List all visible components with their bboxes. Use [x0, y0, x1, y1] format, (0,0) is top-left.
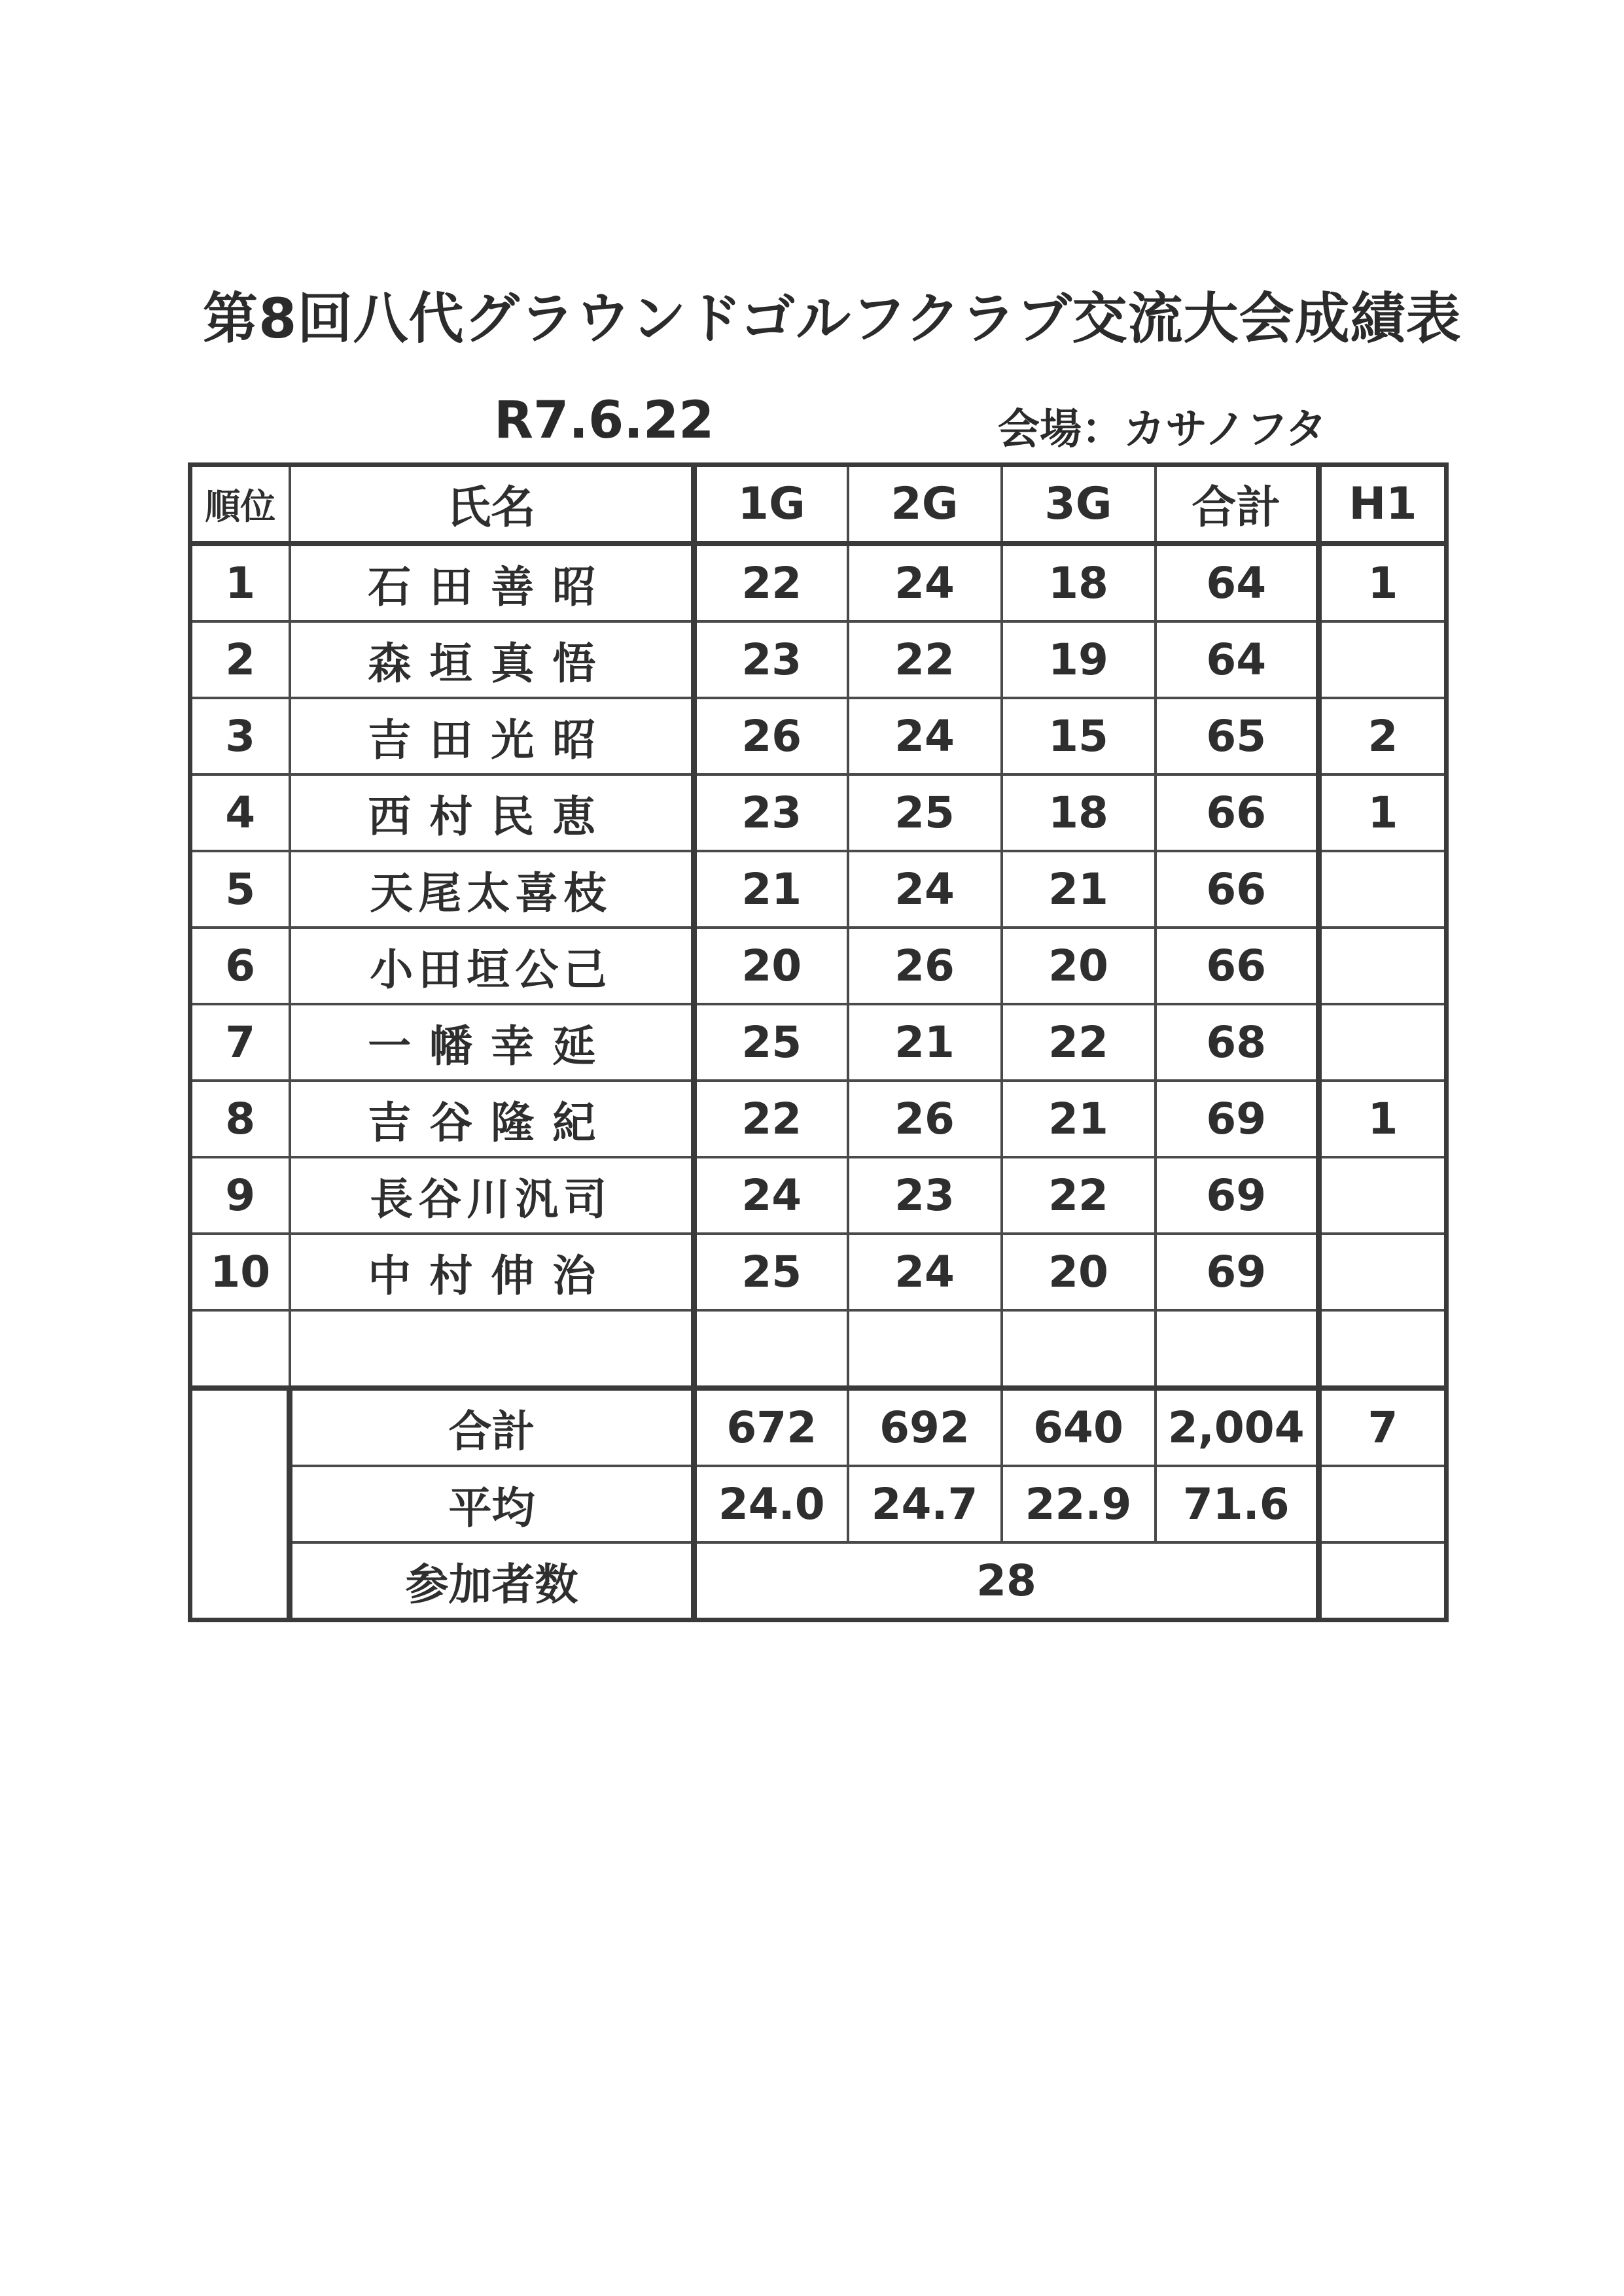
- table-row: [190, 698, 1447, 774]
- score-2g-cell: 23: [848, 1157, 1002, 1234]
- table-row: [190, 851, 1447, 928]
- results-table: [188, 462, 1449, 1622]
- score-1g-cell: 20: [694, 928, 848, 1004]
- score-3g-cell: 19: [1002, 621, 1156, 698]
- empty-cell: [290, 1310, 694, 1388]
- empty-cell: [694, 1310, 848, 1388]
- summary-total-3g: 640: [1002, 1388, 1156, 1466]
- rank-cell: 4: [190, 774, 290, 851]
- score-1g-cell: 22: [694, 1081, 848, 1157]
- score-1g-cell: 24: [694, 1157, 848, 1234]
- table-row: [190, 1004, 1447, 1081]
- rank-cell: 9: [190, 1157, 290, 1234]
- h1-cell: [1319, 1157, 1447, 1234]
- total-cell: 64: [1156, 621, 1319, 698]
- table-row: [190, 1081, 1447, 1157]
- summary-average-label: 平均: [290, 1466, 694, 1542]
- header-3g: 3G: [1002, 465, 1156, 544]
- score-3g-cell: 22: [1002, 1157, 1156, 1234]
- score-3g-cell: 18: [1002, 774, 1156, 851]
- score-2g-cell: 21: [848, 1004, 1002, 1081]
- h1-cell: 1: [1319, 1081, 1447, 1157]
- score-2g-cell: 26: [848, 928, 1002, 1004]
- empty-cell: [1319, 1310, 1447, 1388]
- header-rank: 順位: [190, 465, 290, 544]
- page-title: 第8回八代グラウンドゴルフクラブ交流大会成績表: [203, 287, 1462, 351]
- total-cell: 69: [1156, 1234, 1319, 1310]
- score-1g-cell: 22: [694, 544, 848, 621]
- name-cell: 小田垣公己: [290, 928, 694, 1004]
- score-2g-cell: 24: [848, 544, 1002, 621]
- rank-cell: 6: [190, 928, 290, 1004]
- summary-total-label: 合計: [290, 1388, 694, 1466]
- total-cell: 66: [1156, 928, 1319, 1004]
- summary-total-1g: 672: [694, 1388, 848, 1466]
- score-3g-cell: 21: [1002, 1081, 1156, 1157]
- header-name: 氏名: [290, 465, 694, 544]
- score-1g-cell: 26: [694, 698, 848, 774]
- header-total: 合計: [1156, 465, 1319, 544]
- h1-cell: [1319, 851, 1447, 928]
- score-3g-cell: 18: [1002, 544, 1156, 621]
- rank-cell: 5: [190, 851, 290, 928]
- empty-cell: [190, 1310, 290, 1388]
- name-cell: 石田善昭: [290, 544, 694, 621]
- rank-cell: 7: [190, 1004, 290, 1081]
- total-cell: 69: [1156, 1157, 1319, 1234]
- table-row: [190, 928, 1447, 1004]
- rank-cell: 10: [190, 1234, 290, 1310]
- summary-blank-cell: [190, 1388, 290, 1620]
- summary-total-2g: 692: [848, 1388, 1002, 1466]
- name-cell: 天尾太喜枝: [290, 851, 694, 928]
- empty-cell: [1156, 1310, 1319, 1388]
- score-3g-cell: 21: [1002, 851, 1156, 928]
- table-row: [190, 774, 1447, 851]
- score-1g-cell: 23: [694, 621, 848, 698]
- table-row: [190, 1234, 1447, 1310]
- name-cell: 中村伸治: [290, 1234, 694, 1310]
- header-1g: 1G: [694, 465, 848, 544]
- h1-cell: 2: [1319, 698, 1447, 774]
- score-3g-cell: 20: [1002, 1234, 1156, 1310]
- empty-cell: [848, 1310, 1002, 1388]
- header-row: [190, 465, 1447, 544]
- score-3g-cell: 20: [1002, 928, 1156, 1004]
- summary-average-3g: 22.9: [1002, 1466, 1156, 1542]
- summary-average-1g: 24.0: [694, 1466, 848, 1542]
- h1-cell: [1319, 1004, 1447, 1081]
- summary-total-row: [190, 1388, 1447, 1466]
- total-cell: 64: [1156, 544, 1319, 621]
- name-cell: 長谷川汎司: [290, 1157, 694, 1234]
- rank-cell: 1: [190, 544, 290, 621]
- name-cell: 西村民恵: [290, 774, 694, 851]
- name-cell: 吉谷隆紀: [290, 1081, 694, 1157]
- score-2g-cell: 22: [848, 621, 1002, 698]
- header-2g: 2G: [848, 465, 1002, 544]
- total-cell: 66: [1156, 851, 1319, 928]
- participants-h1-blank: [1319, 1542, 1447, 1620]
- score-2g-cell: 26: [848, 1081, 1002, 1157]
- total-cell: 65: [1156, 698, 1319, 774]
- score-2g-cell: 24: [848, 1234, 1002, 1310]
- participants-label: 参加者数: [290, 1542, 694, 1620]
- h1-cell: [1319, 1234, 1447, 1310]
- summary-average-2g: 24.7: [848, 1466, 1002, 1542]
- score-1g-cell: 25: [694, 1234, 848, 1310]
- score-3g-cell: 15: [1002, 698, 1156, 774]
- h1-cell: [1319, 928, 1447, 1004]
- score-3g-cell: 22: [1002, 1004, 1156, 1081]
- table-row: [190, 621, 1447, 698]
- rank-cell: 3: [190, 698, 290, 774]
- total-cell: 66: [1156, 774, 1319, 851]
- summary-average-row: [190, 1466, 1447, 1542]
- header-h1: H1: [1319, 465, 1447, 544]
- score-1g-cell: 21: [694, 851, 848, 928]
- summary-total-total: 2,004: [1156, 1388, 1319, 1466]
- score-2g-cell: 24: [848, 698, 1002, 774]
- name-cell: 森垣真悟: [290, 621, 694, 698]
- empty-cell: [1002, 1310, 1156, 1388]
- event-date: R7.6.22: [494, 391, 715, 450]
- total-cell: 69: [1156, 1081, 1319, 1157]
- empty-row: [190, 1310, 1447, 1388]
- rank-cell: 8: [190, 1081, 290, 1157]
- summary-participants-row: [190, 1542, 1447, 1620]
- name-cell: 一幡幸延: [290, 1004, 694, 1081]
- table-row: [190, 544, 1447, 621]
- score-2g-cell: 24: [848, 851, 1002, 928]
- summary-average-h1: [1319, 1466, 1447, 1542]
- score-1g-cell: 23: [694, 774, 848, 851]
- summary-average-total: 71.6: [1156, 1466, 1319, 1542]
- venue-label: 会場：カサノフタ: [998, 406, 1328, 454]
- h1-cell: [1319, 621, 1447, 698]
- name-cell: 吉田光昭: [290, 698, 694, 774]
- h1-cell: 1: [1319, 544, 1447, 621]
- participants-value: 28: [694, 1542, 1319, 1620]
- rank-cell: 2: [190, 621, 290, 698]
- score-2g-cell: 25: [848, 774, 1002, 851]
- total-cell: 68: [1156, 1004, 1319, 1081]
- summary-total-h1: 7: [1319, 1388, 1447, 1466]
- table-row: [190, 1157, 1447, 1234]
- score-1g-cell: 25: [694, 1004, 848, 1081]
- h1-cell: 1: [1319, 774, 1447, 851]
